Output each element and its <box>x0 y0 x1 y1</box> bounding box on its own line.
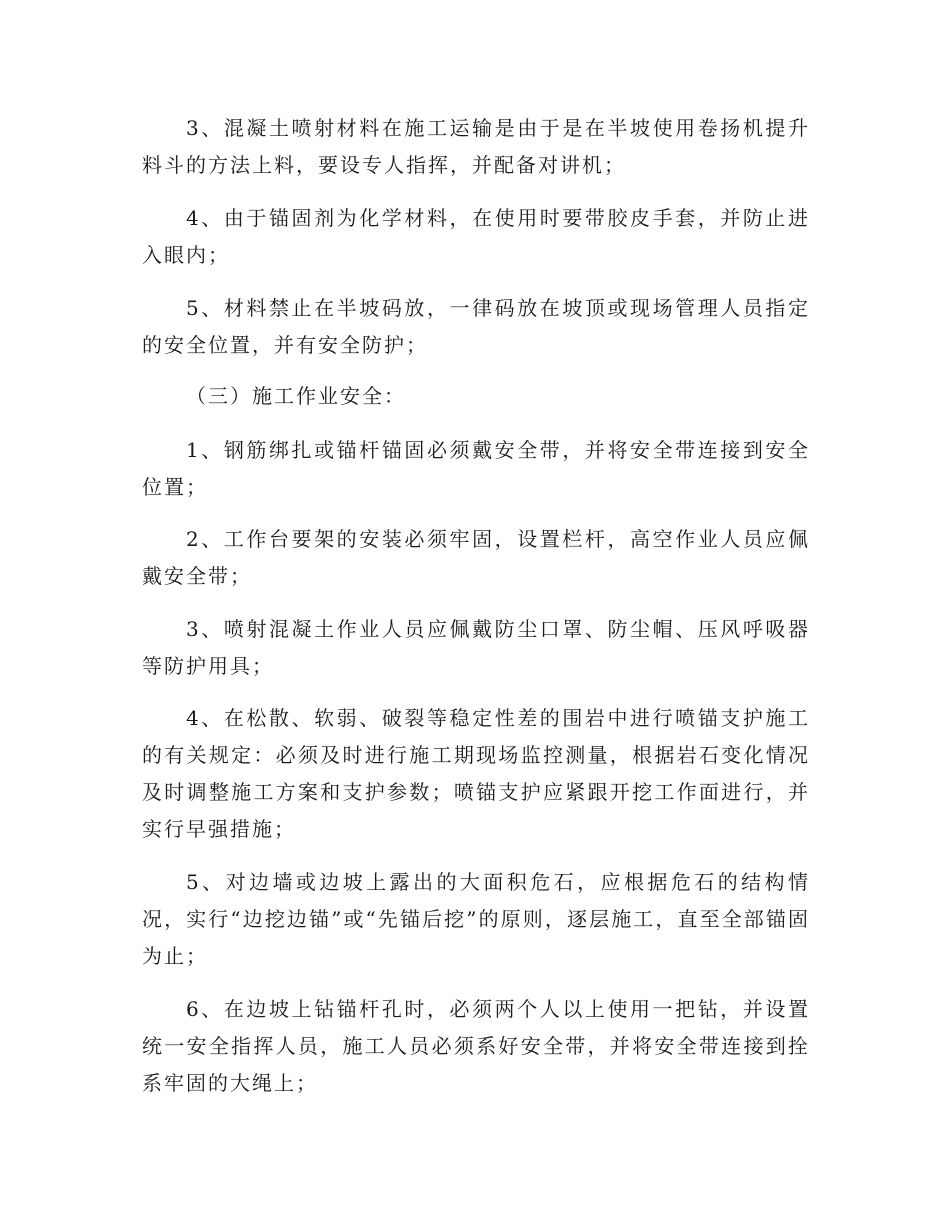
section-heading-construction-safety: （三）施工作业安全： <box>186 384 406 408</box>
paragraph-protective-gear: 3、喷射混凝土作业人员应佩戴防尘口罩、防尘帽、压风呼吸器等防护用具； <box>142 617 810 678</box>
paragraph-work-platform: 2、工作台要架的安装必须牢固，设置栏杆，高空作业人员应佩戴安全带； <box>142 527 810 588</box>
paragraph-drilling-anchor-holes: 6、在边坡上钻锚杆孔时，必须两个人以上使用一把钻，并设置统一安全指挥人员，施工人员必须系好安全带，并将安全带连接到拴系牢固的大绳上； <box>142 997 810 1095</box>
paragraph-weak-rock-rules: 4、在松散、软弱、破裂等稳定性差的围岩中进行喷锚支护施工的有关规定：必须及时进行施工期现场监控测量，根据岩石变化情况及时调整施工方案和支护参数；喷锚支护应紧跟开挖工作面进行，并实行早强措施； <box>142 706 810 841</box>
paragraph-anchoring-agent: 4、由于锚固剂为化学材料，在使用时要带胶皮手套，并防止进入眼内； <box>142 206 810 267</box>
paragraph-material-storage: 5、材料禁止在半坡码放，一律码放在坡顶或现场管理人员指定的安全位置，并有安全防护； <box>142 296 810 357</box>
paragraph-safety-belt: 1、钢筋绑扎或锚杆锚固必须戴安全带，并将安全带连接到安全位置； <box>142 438 810 499</box>
paragraph-dangerous-rock: 5、对边墙或边坡上露出的大面积危石，应根据危石的结构情况，实行“边挖边锚”或“先锚后挖”的原则，逐层施工，直至全部锚固为止； <box>142 870 810 968</box>
paragraph-material-hoisting: 3、混凝土喷射材料在施工运输是由于是在半坡使用卷扬机提升料斗的方法上料，要设专人指挥，并配备对讲机； <box>142 116 810 177</box>
